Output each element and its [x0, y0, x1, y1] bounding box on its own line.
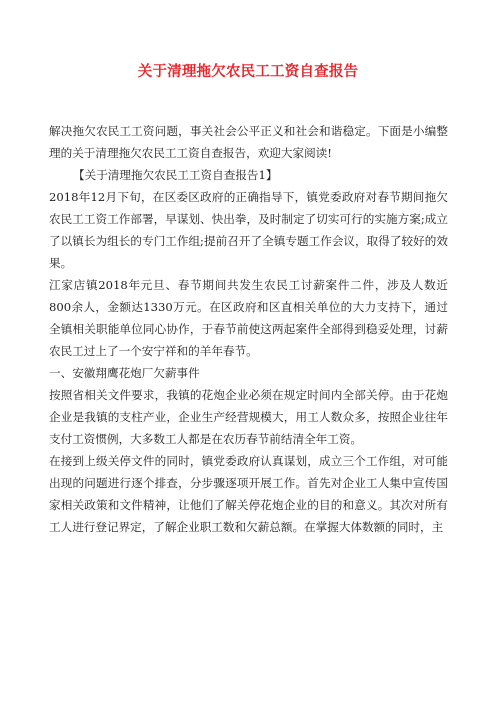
- document-title: 关于清理拖欠农民工工资自查报告: [137, 64, 359, 80]
- body-paragraph-4: 在接到上级关停文件的同时，镇党委政府认真谋划，成立三个工作组，对可能出现的问题进行逐个排查，分步骤逐项开展工作。首先对企业工人集中宣传国家相关政策和文件精神，让他们了解关停花炮企业的目的和意义。其次对所有工人进行登记界定，了解企业职工数和欠薪总额。在掌握大体数额的同时，主: [49, 454, 448, 534]
- document-body: [49, 120, 448, 538]
- body-paragraph-3: 按照省相关文件要求，我镇的花炮企业必须在规定时间内全部关停。由于花炮企业是我镇的支柱产业，企业生产经营规模大，用工人数众多，按照企业往年支付工资惯例，大多数工人都是在农历春节前结清全年工资。: [49, 388, 448, 446]
- body-paragraph-1: 2018年12月下旬，在区委区政府的正确指导下，镇党委政府对春节期间拖欠农民工工资工作部署，早谋划、快出拳，及时制定了切实可行的实施方案;成立了以镇长为组长的专门工作组;提前召开了全镇专题工作会议，取得了较好的效果。: [49, 190, 448, 270]
- body-paragraph-2: 江家店镇2018年元旦、春节期间共发生农民工讨薪案件二件，涉及人数近800余人，金额达1330万元。在区政府和区直相关单位的大力支持下，通过全镇相关职能单位同心协作，于春节前使这两起案件全部得到稳妥处理，讨薪农民工过上了一个安宁祥和的羊年春节。: [49, 278, 448, 358]
- report-heading: 【关于清理拖欠农民工工资自查报告1】: [73, 168, 278, 182]
- intro-paragraph: 解决拖欠农民工工资问题，事关社会公平正义和社会和谐稳定。下面是小编整理的关于清理拖欠农民工工资自查报告，欢迎大家阅读!: [49, 124, 448, 160]
- section-heading: 一、安徽翔鹰花炮厂欠薪事件: [49, 366, 200, 380]
